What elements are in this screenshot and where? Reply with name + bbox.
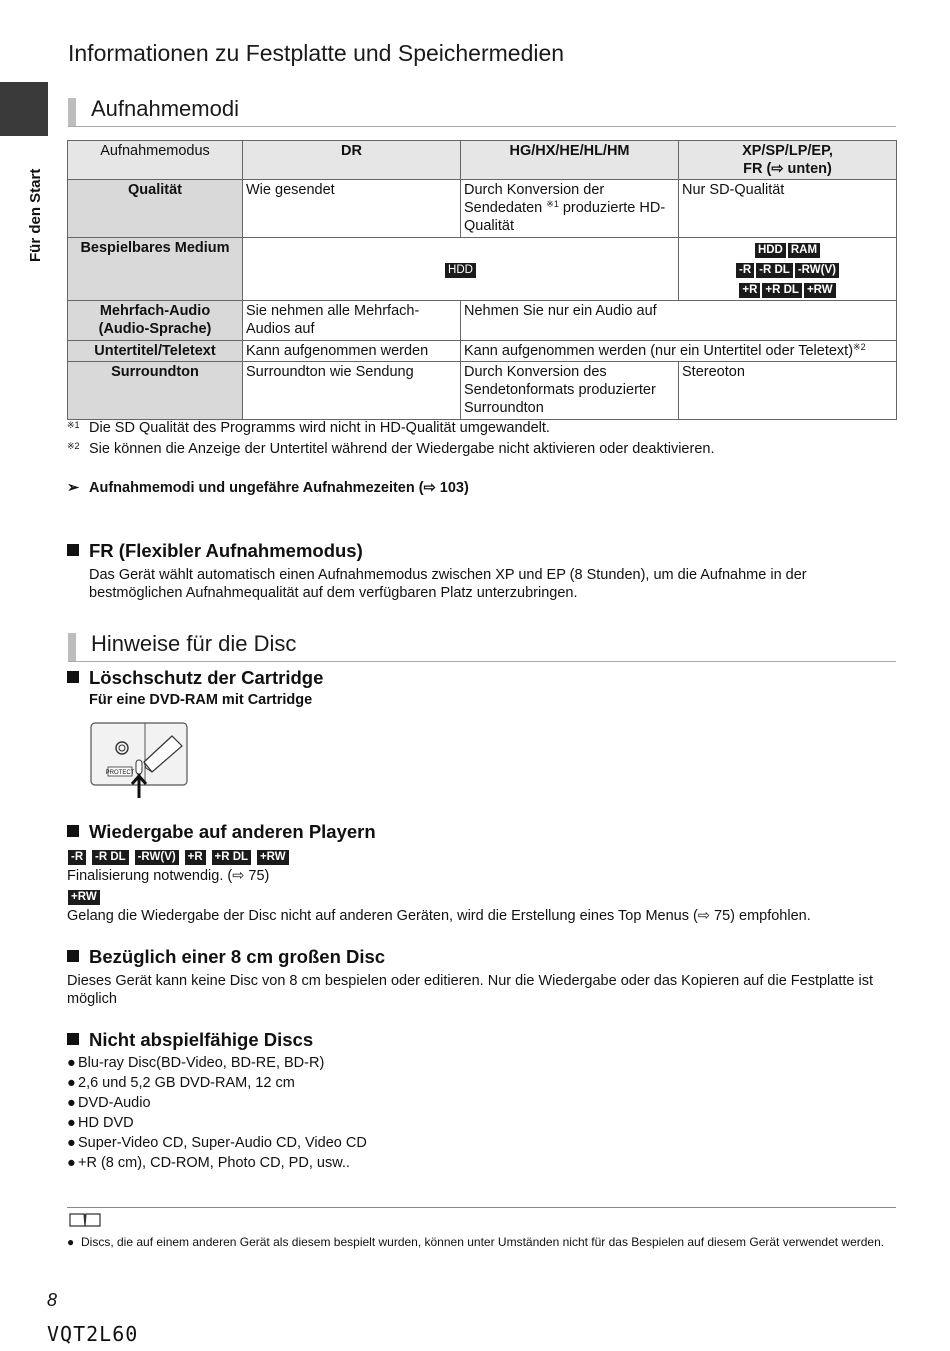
- list-item-text: HD DVD: [78, 1115, 134, 1131]
- media-badge: +R DL: [212, 850, 252, 865]
- table-cell: [243, 238, 679, 301]
- list-item-text: 2,6 und 5,2 GB DVD-RAM, 12 cm: [78, 1075, 295, 1091]
- table-cell: [461, 180, 679, 238]
- document-code: VQT2L60: [47, 1322, 139, 1346]
- section-title: Aufnahmemodi: [91, 96, 239, 121]
- list-item: [67, 1073, 367, 1093]
- list-item: [67, 1093, 367, 1113]
- square-bullet-icon: [67, 1033, 79, 1045]
- list-item: [67, 1133, 367, 1153]
- square-bullet-icon: [67, 671, 79, 683]
- heading-text: FR (Flexibler Aufnahmemodus): [89, 540, 363, 561]
- media-badge: +R DL: [762, 283, 802, 298]
- list-item: [67, 1113, 367, 1133]
- row-label: Untertitel/Teletext: [68, 341, 243, 362]
- list-item: [67, 1053, 367, 1073]
- media-badge: -R: [68, 850, 86, 865]
- protect-label: PROTECT: [105, 770, 135, 776]
- section-title: Hinweise für die Disc: [91, 631, 297, 656]
- reference-link[interactable]: [67, 480, 469, 496]
- divider: [67, 1207, 896, 1208]
- disc8-text: Dieses Gerät kann keine Disc von 8 cm bespielen oder editieren. Nur die Wiedergabe oder das Kopieren auf die Festplatte ist möglich: [67, 973, 873, 1007]
- media-badge: HDD: [755, 243, 786, 258]
- bullet-dot-icon: ●: [67, 1075, 76, 1091]
- media-badge: -R DL: [92, 850, 129, 865]
- table-header-cell: DR: [243, 141, 461, 180]
- table-cell: [679, 238, 897, 301]
- footnote-mark: ※1: [67, 420, 80, 430]
- heading-text: Löschschutz der Cartridge: [89, 667, 324, 688]
- footnote-text: Sie können die Anzeige der Untertitel während der Wiedergabe nicht aktivieren oder deaktivieren.: [89, 441, 715, 457]
- list-item-text: +R (8 cm), CD-ROM, Photo CD, PD, usw..: [78, 1155, 350, 1171]
- media-badge: HDD: [445, 263, 476, 278]
- row-label-text: Mehrfach-Audio: [99, 303, 211, 319]
- media-badge: -R: [736, 263, 754, 278]
- footnote-mark: ※2: [853, 342, 866, 352]
- cartridge-subheading: Für eine DVD-RAM mit Cartridge: [89, 692, 313, 708]
- media-badge-row-2: [67, 887, 101, 905]
- list-item: [67, 1153, 367, 1173]
- row-label-text: (Audio-Sprache): [98, 321, 212, 337]
- list-item-text: Blu-ray Disc(BD-Video, BD-RE, BD-R): [78, 1055, 325, 1071]
- cell-text: Durch Konversion der Sendedaten: [464, 182, 605, 216]
- media-badge: -RW(V): [135, 850, 179, 865]
- table-cell: Durch Konversion des Sendetonformats produzierter Surroundton: [461, 362, 679, 420]
- side-tab-label-wrap: [27, 150, 47, 262]
- bullet-dot-icon: ●: [67, 1135, 76, 1151]
- note-text: Discs, die auf einem anderen Gerät als diesem bespielt wurden, können unter Umständen nicht für das Bespielen auf diesem Gerät verwendet werden.: [81, 1235, 885, 1249]
- heading-unplayable: [67, 1029, 313, 1051]
- table-header-row: [68, 141, 897, 180]
- footnote-text: Die SD Qualität des Programms wird nicht in HD-Qualität umgewandelt.: [89, 420, 550, 436]
- media-badge-row: [67, 847, 290, 865]
- footnote-2: [67, 441, 714, 457]
- row-label: Bespielbares Medium: [68, 238, 243, 301]
- header-text: XP/SP/LP/EP,: [742, 143, 833, 159]
- section-heading-disc: [68, 631, 896, 662]
- table-cell: Kann aufgenommen werden: [243, 341, 461, 362]
- square-bullet-icon: [67, 950, 79, 962]
- table-cell: Nehmen Sie nur ein Audio auf: [461, 301, 897, 341]
- top-menu-text: Gelang die Wiedergabe der Disc nicht auf anderen Geräten, wird die Erstellung eines Top Menus (⇨ 75) empfohlen.: [67, 908, 811, 924]
- side-tab-label: Für den Start: [27, 168, 44, 262]
- table-header-cell: [679, 141, 897, 180]
- fr-text: Das Gerät wählt automatisch einen Aufnahmemodus zwischen XP und EP (8 Stunden), um die Aufnahme in der bestmöglichen Aufnahmequalität auf dem verfügbaren Platz unterzubringen.: [89, 567, 807, 601]
- unplayable-list: [67, 1053, 367, 1173]
- cell-text: Kann aufgenommen werden (nur ein Untertitel oder Teletext): [464, 343, 854, 359]
- heading-cartridge: [67, 667, 323, 689]
- media-badge: +R: [185, 850, 206, 865]
- cell-text: produzierte HD-Qualität: [464, 200, 666, 234]
- table-cell: Wie gesendet: [243, 180, 461, 238]
- list-item-text: Super-Video CD, Super-Audio CD, Video CD: [78, 1135, 367, 1151]
- note: [67, 1235, 896, 1250]
- bullet-dot-icon: ●: [67, 1235, 75, 1249]
- heading-text: Nicht abspielfähige Discs: [89, 1029, 314, 1050]
- heading-fr: [67, 540, 363, 562]
- media-badge: -R DL: [756, 263, 793, 278]
- media-badge: +RW: [804, 283, 836, 298]
- header-text: FR (⇨ unten): [743, 161, 832, 177]
- bullet-dot-icon: ●: [67, 1115, 76, 1131]
- heading-text: Wiedergabe auf anderen Playern: [89, 821, 376, 842]
- table-cell: [461, 341, 897, 362]
- footnote-mark: ※2: [67, 441, 80, 451]
- square-bullet-icon: [67, 825, 79, 837]
- cartridge-protect-illustration: [90, 722, 188, 798]
- section-bar: [68, 98, 76, 126]
- table-header-cell: HG/HX/HE/HL/HM: [461, 141, 679, 180]
- footnote-1: [67, 420, 550, 436]
- media-badge: +RW: [257, 850, 289, 865]
- bullet-dot-icon: ●: [67, 1055, 76, 1071]
- arrow-right-icon: ➢: [67, 480, 80, 496]
- media-badge: +RW: [68, 890, 100, 905]
- table-cell: Surroundton wie Sendung: [243, 362, 461, 420]
- side-tab-block: [0, 82, 48, 136]
- row-label: Qualität: [68, 180, 243, 238]
- recording-modes-table: [67, 140, 897, 420]
- row-label: Surroundton: [68, 362, 243, 420]
- table-row: [68, 180, 897, 238]
- list-item-text: DVD-Audio: [78, 1095, 151, 1111]
- section-bar: [68, 633, 76, 661]
- row-label: [68, 301, 243, 341]
- heading-8cm-disc: [67, 946, 385, 968]
- media-badge: +R: [739, 283, 760, 298]
- heading-text: Bezüglich einer 8 cm großen Disc: [89, 946, 386, 967]
- table-cell: Sie nehmen alle Mehrfach-Audios auf: [243, 301, 461, 341]
- footnote-mark: ※1: [546, 199, 559, 209]
- open-book-icon: [69, 1212, 101, 1228]
- bullet-dot-icon: ●: [67, 1155, 76, 1171]
- bullet-dot-icon: ●: [67, 1095, 76, 1111]
- page-number: 8: [47, 1290, 58, 1310]
- media-badge: RAM: [788, 243, 820, 258]
- table-cell: Nur SD-Qualität: [679, 180, 897, 238]
- table-row: [68, 301, 897, 341]
- finalize-text: Finalisierung notwendig. (⇨ 75): [67, 868, 270, 884]
- table-row: [68, 238, 897, 301]
- table-cell: Stereoton: [679, 362, 897, 420]
- square-bullet-icon: [67, 544, 79, 556]
- heading-other-players: [67, 821, 376, 843]
- table-header-cell: Aufnahmemodus: [68, 141, 243, 180]
- media-badge: -RW(V): [795, 263, 839, 278]
- section-heading-aufnahmemodi: [68, 96, 896, 127]
- page-title: Informationen zu Festplatte und Speichermedien: [68, 40, 565, 66]
- table-row: [68, 362, 897, 420]
- reference-text: Aufnahmemodi und ungefähre Aufnahmezeiten (⇨ 103): [89, 480, 469, 496]
- table-row: [68, 341, 897, 362]
